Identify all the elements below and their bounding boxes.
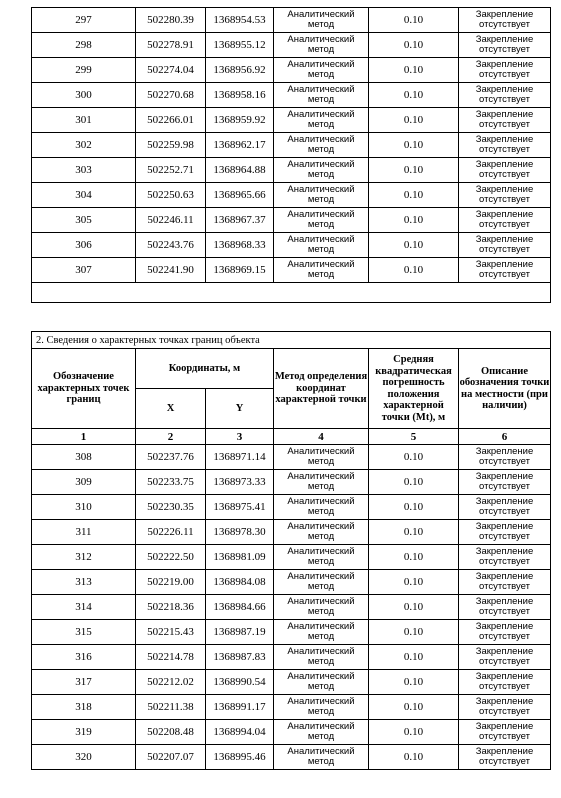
x-coordinate-cell: 502222.50: [136, 545, 206, 570]
y-coordinate-cell: 1368962.17: [206, 133, 274, 158]
method-cell: Аналитический метод: [274, 645, 369, 670]
description-cell: Закрепление отсутствует: [459, 570, 551, 595]
point-id-cell: 310: [32, 495, 136, 520]
method-cell: Аналитический метод: [274, 158, 369, 183]
description-cell: Закрепление отсутствует: [459, 545, 551, 570]
y-coordinate-cell: 1368955.12: [206, 33, 274, 58]
description-cell: Закрепление отсутствует: [459, 83, 551, 108]
x-coordinate-cell: 502243.76: [136, 233, 206, 258]
x-coordinate-cell: 502274.04: [136, 58, 206, 83]
method-cell: Аналитический метод: [274, 108, 369, 133]
column-number: 4: [274, 429, 369, 445]
x-coordinate-cell: 502226.11: [136, 520, 206, 545]
table-row: [32, 495, 551, 520]
description-cell: Закрепление отсутствует: [459, 595, 551, 620]
description-cell: Закрепление отсутствует: [459, 695, 551, 720]
y-coordinate-cell: 1368954.53: [206, 8, 274, 33]
y-coordinate-cell: 1368973.33: [206, 470, 274, 495]
header-description: Описание обозначения точки на местности (при наличии): [459, 349, 551, 429]
accuracy-cell: 0.10: [369, 258, 459, 283]
table-row: [32, 695, 551, 720]
description-cell: Закрепление отсутствует: [459, 58, 551, 83]
y-coordinate-cell: 1368956.92: [206, 58, 274, 83]
header-x: X: [136, 389, 206, 429]
x-coordinate-cell: 502278.91: [136, 33, 206, 58]
column-number: 3: [206, 429, 274, 445]
point-id-cell: 313: [32, 570, 136, 595]
description-cell: Закрепление отсутствует: [459, 445, 551, 470]
method-cell: Аналитический метод: [274, 520, 369, 545]
description-cell: Закрепление отсутствует: [459, 158, 551, 183]
point-id-cell: 301: [32, 108, 136, 133]
table-row: [32, 570, 551, 595]
description-cell: Закрепление отсутствует: [459, 258, 551, 283]
description-cell: Закрепление отсутствует: [459, 670, 551, 695]
accuracy-cell: 0.10: [369, 545, 459, 570]
description-cell: Закрепление отсутствует: [459, 645, 551, 670]
y-coordinate-cell: 1368981.09: [206, 545, 274, 570]
method-cell: Аналитический метод: [274, 545, 369, 570]
x-coordinate-cell: 502280.39: [136, 8, 206, 33]
accuracy-cell: 0.10: [369, 645, 459, 670]
x-coordinate-cell: 502207.07: [136, 745, 206, 770]
accuracy-cell: 0.10: [369, 695, 459, 720]
table-row: [32, 595, 551, 620]
point-id-cell: 318: [32, 695, 136, 720]
point-id-cell: 306: [32, 233, 136, 258]
point-id-cell: 303: [32, 158, 136, 183]
table-row: [32, 545, 551, 570]
point-id-cell: 312: [32, 545, 136, 570]
table-row: [32, 470, 551, 495]
x-coordinate-cell: 502246.11: [136, 208, 206, 233]
x-coordinate-cell: 502250.63: [136, 183, 206, 208]
table-row: [32, 445, 551, 470]
description-cell: Закрепление отсутствует: [459, 620, 551, 645]
section-caption: 2. Сведения о характерных точках границ объекта: [32, 332, 551, 349]
point-id-cell: 320: [32, 745, 136, 770]
method-cell: Аналитический метод: [274, 233, 369, 258]
x-coordinate-cell: 502211.38: [136, 695, 206, 720]
points-table-body: [32, 8, 551, 283]
point-id-cell: 305: [32, 208, 136, 233]
column-number: 2: [136, 429, 206, 445]
y-coordinate-cell: 1368984.08: [206, 570, 274, 595]
point-id-cell: 297: [32, 8, 136, 33]
accuracy-cell: 0.10: [369, 133, 459, 158]
y-coordinate-cell: 1368968.33: [206, 233, 274, 258]
x-coordinate-cell: 502241.90: [136, 258, 206, 283]
accuracy-cell: 0.10: [369, 83, 459, 108]
table-row: [32, 520, 551, 545]
header-y: Y: [206, 389, 274, 429]
method-cell: Аналитический метод: [274, 8, 369, 33]
description-cell: Закрепление отсутствует: [459, 133, 551, 158]
table-row: [32, 58, 551, 83]
accuracy-cell: 0.10: [369, 158, 459, 183]
y-coordinate-cell: 1368964.88: [206, 158, 274, 183]
method-cell: Аналитический метод: [274, 695, 369, 720]
table-row: [32, 208, 551, 233]
method-cell: Аналитический метод: [274, 258, 369, 283]
x-coordinate-cell: 502218.36: [136, 595, 206, 620]
x-coordinate-cell: 502208.48: [136, 720, 206, 745]
accuracy-cell: 0.10: [369, 233, 459, 258]
x-coordinate-cell: 502266.01: [136, 108, 206, 133]
method-cell: Аналитический метод: [274, 83, 369, 108]
accuracy-cell: 0.10: [369, 720, 459, 745]
method-cell: Аналитический метод: [274, 670, 369, 695]
accuracy-cell: 0.10: [369, 745, 459, 770]
point-id-cell: 298: [32, 33, 136, 58]
x-coordinate-cell: 502214.78: [136, 645, 206, 670]
table-row: [32, 83, 551, 108]
description-cell: Закрепление отсутствует: [459, 495, 551, 520]
accuracy-cell: 0.10: [369, 470, 459, 495]
y-coordinate-cell: 1368978.30: [206, 520, 274, 545]
header-coordinates: Координаты, м: [136, 349, 274, 389]
boundary-points-body: [32, 445, 551, 770]
point-id-cell: 319: [32, 720, 136, 745]
description-cell: Закрепление отсутствует: [459, 208, 551, 233]
table-row: [32, 645, 551, 670]
column-number: 5: [369, 429, 459, 445]
y-coordinate-cell: 1368991.17: [206, 695, 274, 720]
description-cell: Закрепление отсутствует: [459, 183, 551, 208]
table-row: [32, 720, 551, 745]
description-cell: Закрепление отсутствует: [459, 720, 551, 745]
accuracy-cell: 0.10: [369, 570, 459, 595]
table-row: [32, 258, 551, 283]
header-point: Обозначение характерных точек границ: [32, 349, 136, 429]
description-cell: Закрепление отсутствует: [459, 33, 551, 58]
description-cell: Закрепление отсутствует: [459, 745, 551, 770]
x-coordinate-cell: 502259.98: [136, 133, 206, 158]
table-row: [32, 133, 551, 158]
y-coordinate-cell: 1368984.66: [206, 595, 274, 620]
y-coordinate-cell: 1368967.37: [206, 208, 274, 233]
point-id-cell: 315: [32, 620, 136, 645]
point-id-cell: 299: [32, 58, 136, 83]
method-cell: Аналитический метод: [274, 183, 369, 208]
table-row: [32, 8, 551, 33]
description-cell: Закрепление отсутствует: [459, 520, 551, 545]
y-coordinate-cell: 1368958.16: [206, 83, 274, 108]
header-method: Метод определения координат характерной точки: [274, 349, 369, 429]
point-id-cell: 317: [32, 670, 136, 695]
method-cell: Аналитический метод: [274, 33, 369, 58]
x-coordinate-cell: 502212.02: [136, 670, 206, 695]
x-coordinate-cell: 502270.68: [136, 83, 206, 108]
accuracy-cell: 0.10: [369, 595, 459, 620]
accuracy-cell: 0.10: [369, 8, 459, 33]
table-row: [32, 670, 551, 695]
method-cell: Аналитический метод: [274, 620, 369, 645]
point-id-cell: 314: [32, 595, 136, 620]
accuracy-cell: 0.10: [369, 520, 459, 545]
point-id-cell: 311: [32, 520, 136, 545]
y-coordinate-cell: 1368975.41: [206, 495, 274, 520]
accuracy-cell: 0.10: [369, 108, 459, 133]
method-cell: Аналитический метод: [274, 720, 369, 745]
x-coordinate-cell: 502219.00: [136, 570, 206, 595]
point-id-cell: 316: [32, 645, 136, 670]
method-cell: Аналитический метод: [274, 445, 369, 470]
description-cell: Закрепление отсутствует: [459, 233, 551, 258]
point-id-cell: 309: [32, 470, 136, 495]
method-cell: Аналитический метод: [274, 570, 369, 595]
method-cell: Аналитический метод: [274, 745, 369, 770]
point-id-cell: 302: [32, 133, 136, 158]
y-coordinate-cell: 1368969.15: [206, 258, 274, 283]
description-cell: Закрепление отсутствует: [459, 470, 551, 495]
method-cell: Аналитический метод: [274, 470, 369, 495]
accuracy-cell: 0.10: [369, 33, 459, 58]
point-id-cell: 307: [32, 258, 136, 283]
accuracy-cell: 0.10: [369, 183, 459, 208]
table-row: [32, 183, 551, 208]
table-row: [32, 745, 551, 770]
header-accuracy: Средняя квадратическая погрешность положения характерной точки (Mt), м: [369, 349, 459, 429]
description-cell: Закрепление отсутствует: [459, 108, 551, 133]
x-coordinate-cell: 502252.71: [136, 158, 206, 183]
empty-row: [32, 283, 551, 303]
y-coordinate-cell: 1368994.04: [206, 720, 274, 745]
table-row: [32, 33, 551, 58]
accuracy-cell: 0.10: [369, 58, 459, 83]
x-coordinate-cell: 502237.76: [136, 445, 206, 470]
accuracy-cell: 0.10: [369, 208, 459, 233]
y-coordinate-cell: 1368987.19: [206, 620, 274, 645]
accuracy-cell: 0.10: [369, 670, 459, 695]
column-number: 1: [32, 429, 136, 445]
points-table-continuation: [31, 7, 551, 303]
accuracy-cell: 0.10: [369, 445, 459, 470]
y-coordinate-cell: 1368990.54: [206, 670, 274, 695]
y-coordinate-cell: 1368971.14: [206, 445, 274, 470]
accuracy-cell: 0.10: [369, 495, 459, 520]
point-id-cell: 308: [32, 445, 136, 470]
method-cell: Аналитический метод: [274, 208, 369, 233]
x-coordinate-cell: 502233.75: [136, 470, 206, 495]
y-coordinate-cell: 1368987.83: [206, 645, 274, 670]
y-coordinate-cell: 1368965.66: [206, 183, 274, 208]
table-row: [32, 620, 551, 645]
table-row: [32, 233, 551, 258]
table-row: [32, 158, 551, 183]
accuracy-cell: 0.10: [369, 620, 459, 645]
point-id-cell: 300: [32, 83, 136, 108]
y-coordinate-cell: 1368959.92: [206, 108, 274, 133]
point-id-cell: 304: [32, 183, 136, 208]
method-cell: Аналитический метод: [274, 495, 369, 520]
method-cell: Аналитический метод: [274, 58, 369, 83]
column-number: 6: [459, 429, 551, 445]
x-coordinate-cell: 502215.43: [136, 620, 206, 645]
description-cell: Закрепление отсутствует: [459, 8, 551, 33]
boundary-points-table: [31, 331, 551, 770]
y-coordinate-cell: 1368995.46: [206, 745, 274, 770]
method-cell: Аналитический метод: [274, 595, 369, 620]
x-coordinate-cell: 502230.35: [136, 495, 206, 520]
method-cell: Аналитический метод: [274, 133, 369, 158]
table-row: [32, 108, 551, 133]
